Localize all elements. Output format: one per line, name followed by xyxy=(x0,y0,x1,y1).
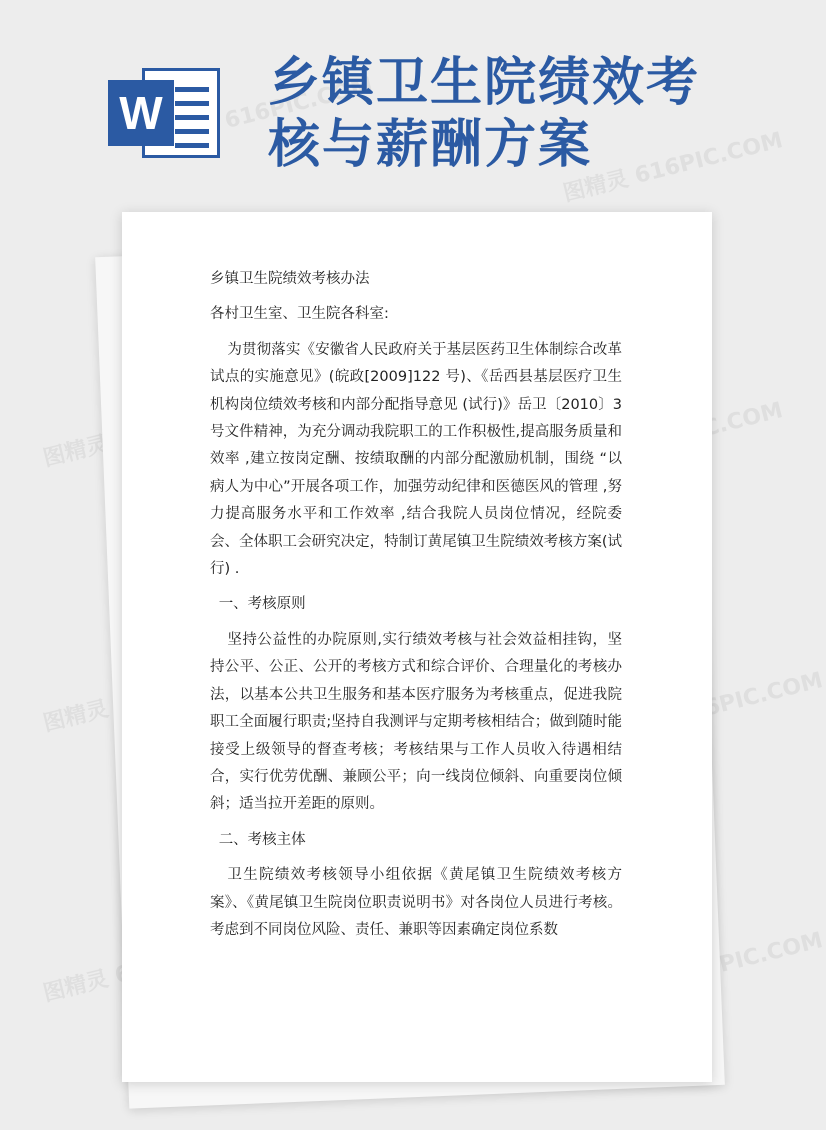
principles-paragraph: 坚持公益性的办院原则,实行绩效考核与社会效益相挂钩，坚持公平、公正、公开的考核方式和综合评价、合理量化的考核办法，以基本公共卫生服务和基本医疗服务为考核重点，促进我院职工全面履行职责;坚持自我测评与定期考核相结合；做到随时能接受上级领导的督查考核；考核结果与工作人员收入待遇相结合，实行优劳优酬、兼顾公平；向一线岗位倾斜、向重要岗位倾斜；适当拉开差距的原则。 xyxy=(210,631,622,813)
subject-paragraph: 卫生院绩效考核领导小组依据《黄尾镇卫生院绩效考核方案》、《黄尾镇卫生院岗位职责说明书》对各岗位人员进行考核。考虑到不同岗位风险、责任、兼职等因素确定岗位系数 xyxy=(210,867,622,938)
document-title: 乡镇卫生院绩效考核办法 xyxy=(210,271,370,287)
watermark: 图精灵 616PIC.COM xyxy=(150,73,376,152)
document-body xyxy=(210,266,622,952)
section-heading-subject: 二、考核主体 xyxy=(218,831,306,848)
page-title: 乡镇卫生院绩效考核与薪酬方案 xyxy=(268,53,701,175)
watermark: 图精灵 616PIC.COM xyxy=(600,668,826,747)
watermark: 图精灵 xyxy=(40,966,111,1007)
watermark: 图精灵 xyxy=(40,431,111,472)
word-letter-badge: W xyxy=(108,80,174,146)
intro-paragraph: 为贯彻落实《安徽省人民政府关于基层医药卫生体制综合改革试点的实施意见》(皖政[2009]122 号)、《岳西县基层医疗卫生机构岗位绩效考核和内部分配指导意见 (试行)》岳卫〔2010〕3 号文件精神，为充分调动我院职工的工作积极性,提高服务质量和效率 ,建立按岗定酬、按绩取酬的内部分配激励机制，围绕 “以病人为中心”开展各项工作，加强劳动纪律和医德医风的管理 ,努力提高服务水平和工作效率 ,结合我院人员岗位情况，经院委会、全体职工会研究决定，特制订黄尾镇卫生院绩效考核方案(试行) . xyxy=(210,341,622,578)
word-document-icon xyxy=(108,62,224,162)
watermark: 图精灵 xyxy=(40,696,111,737)
document-page xyxy=(122,212,712,1082)
watermark: 616PIC.COM xyxy=(672,928,826,989)
addressee-line: 各村卫生室、卫生院各科室: xyxy=(210,306,389,323)
watermark: 图精灵 616PIC.COM xyxy=(560,128,786,207)
section-heading-principles: 一、考核原则 xyxy=(218,596,306,613)
